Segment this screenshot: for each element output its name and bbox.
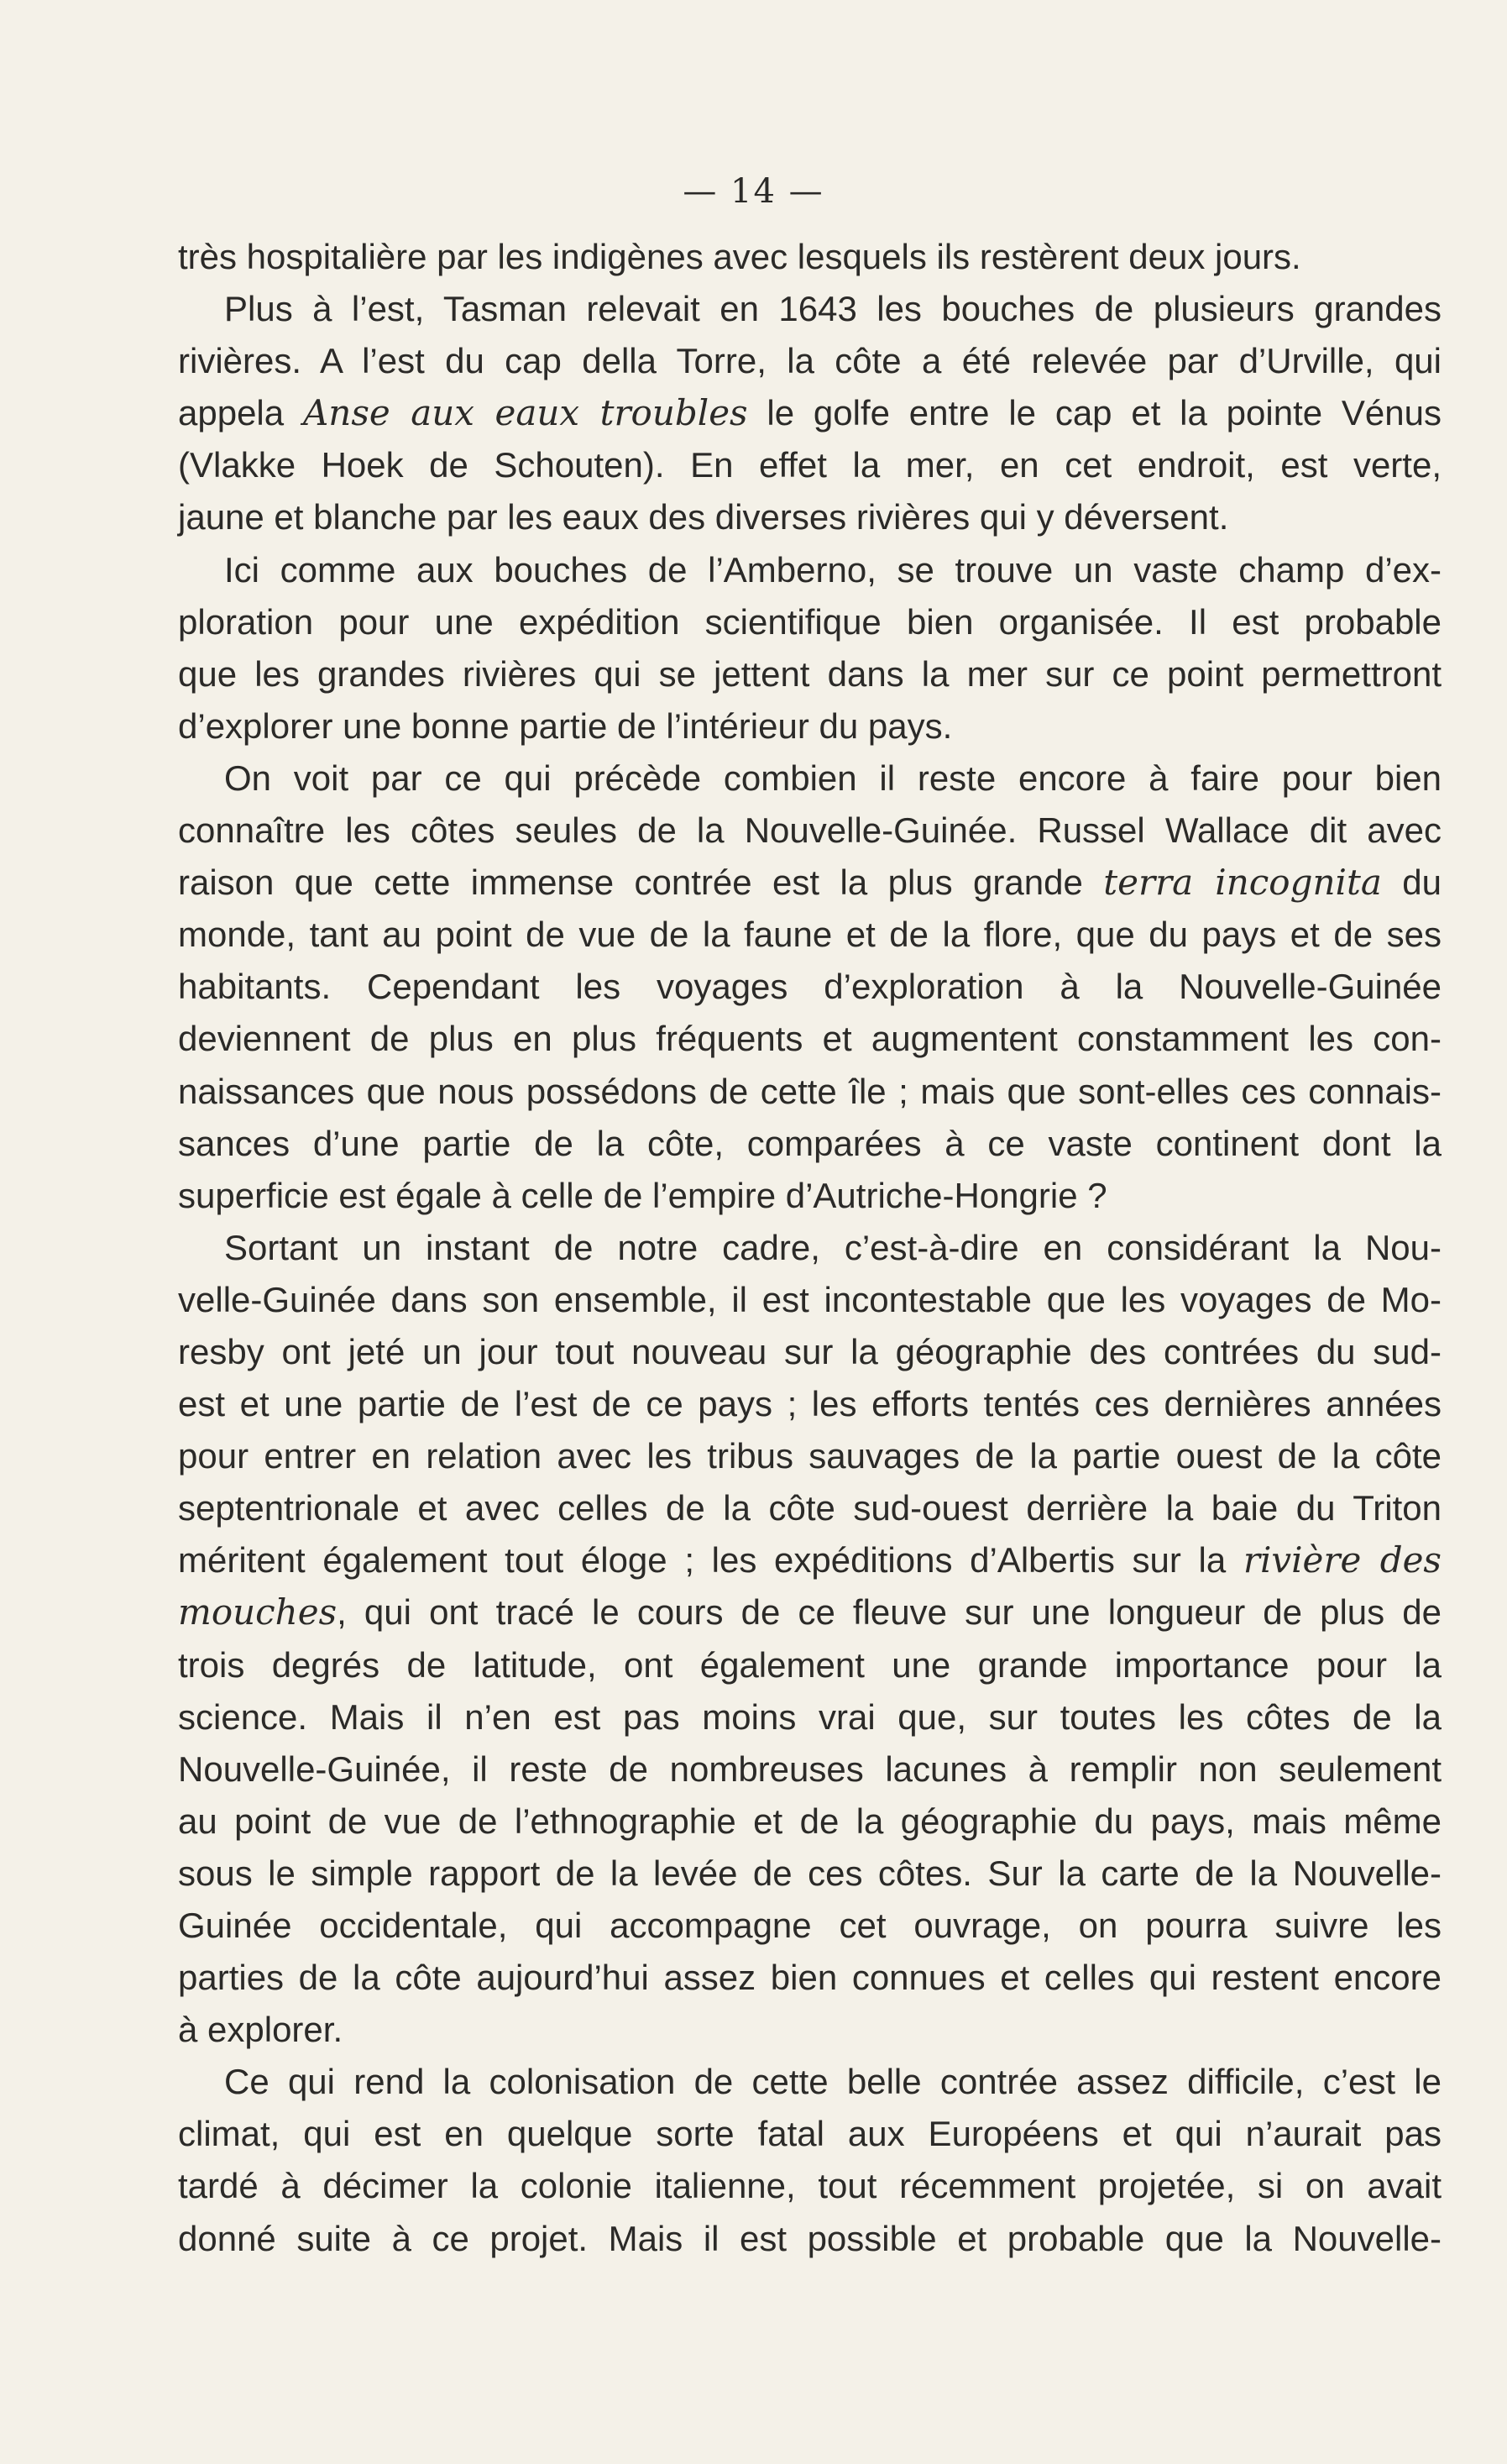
line-text: , qui ont tracé le cours de ce fleuve sur une longueur de plus de — [337, 1592, 1442, 1633]
line-text: septentrionale et avec celles de la côte sud-ouest derrière la baie du Triton — [178, 1488, 1442, 1528]
text-line — [178, 439, 1442, 491]
line-text: sances d’une partie de la côte, comparées à ce vaste continent dont la — [178, 1123, 1442, 1163]
line-text: rivières. A l’est du cap della Torre, la côte a été relevée par d’Urville, qui — [178, 341, 1442, 381]
text-line — [178, 2160, 1442, 2212]
text-line — [178, 1170, 1442, 1222]
line-text: appela — [178, 393, 303, 433]
line-text: Plus à l’est, Tasman relevait en 1643 les bouches de plusieurs grandes — [224, 289, 1442, 329]
text-line — [178, 1430, 1442, 1482]
text-line — [178, 1482, 1442, 1534]
line-text: Sortant un instant de notre cadre, c’est-à-dire en considérant la Nou- — [224, 1227, 1442, 1267]
line-text: habitants. Cependant les voyages d’exploration à la Nouvelle-Guinée — [178, 967, 1442, 1007]
line-text: trois degrés de latitude, ont également une grande importance pour la — [178, 1644, 1442, 1685]
text-line — [178, 1586, 1442, 1638]
text-line — [178, 335, 1442, 387]
line-text: ploration pour une expédition scientifique bien organisée. Il est probable — [178, 601, 1442, 642]
text-line — [178, 909, 1442, 961]
text-line — [178, 1326, 1442, 1378]
text-line — [178, 648, 1442, 700]
text-line — [178, 1013, 1442, 1065]
text-line — [178, 700, 1442, 752]
line-text: d’explorer une bonne partie de l’intérieur du pays. — [178, 705, 953, 746]
text-line — [178, 1848, 1442, 1900]
line-text: jaune et blanche par les eaux des diverses rivières qui y déversent. — [178, 497, 1229, 537]
line-text: est et une partie de l’est de ce pays ; les efforts tentés ces dernières années — [178, 1384, 1442, 1424]
line-text: monde, tant au point de vue de la faune et de la flore, que du pays et de ses — [178, 915, 1442, 955]
text-line — [178, 1118, 1442, 1170]
text-line — [178, 1900, 1442, 1952]
line-text: superficie est égale à celle de l’empire d’Autriche-Hongrie ? — [178, 1175, 1107, 1215]
line-text: très hospitalière par les indigènes avec lesquels ils restèrent deux jours. — [178, 237, 1301, 276]
text-line — [178, 1066, 1442, 1118]
text-line — [178, 544, 1442, 596]
italic-text: rivière des — [1243, 1539, 1442, 1581]
text-line — [178, 961, 1442, 1013]
line-text: du — [1381, 862, 1442, 903]
italic-text: Anse aux eaux troubles — [302, 392, 748, 434]
line-text: le golfe entre le cap et la pointe Vénus — [747, 393, 1442, 433]
text-line — [178, 752, 1442, 805]
text-line — [178, 2056, 1442, 2108]
line-text: Guinée occidentale, qui accompagne cet ouvrage, on pourra suivre les — [178, 1906, 1442, 1945]
text-line — [178, 283, 1442, 335]
page-number: — 14 — — [683, 172, 824, 211]
text-line — [178, 1743, 1442, 1796]
text-line — [178, 596, 1442, 648]
line-text: sous le simple rapport de la levée de ces côtes. Sur la carte de la Nouvelle- — [178, 1853, 1442, 1893]
line-text: climat, qui est en quelque sorte fatal aux Européens et qui n’aurait pas — [178, 2114, 1442, 2154]
text-line — [178, 2213, 1442, 2265]
text-line — [178, 491, 1442, 543]
text-line — [178, 1222, 1442, 1274]
line-text: raison que cette immense contrée est la plus grande — [178, 862, 1104, 903]
text-line — [178, 857, 1442, 909]
text-line — [178, 1534, 1442, 1586]
line-text: méritent également tout éloge ; les expéditions d’Albertis sur la — [178, 1540, 1243, 1581]
text-line — [178, 1378, 1442, 1430]
line-text: science. Mais il n’en est pas moins vrai que, sur toutes les côtes de la — [178, 1696, 1442, 1737]
line-text: Ici comme aux bouches de l’Amberno, se trouve un vaste champ d’ex- — [224, 549, 1442, 590]
line-text: tardé à décimer la colonie italienne, tout récemment projetée, si on avait — [178, 2166, 1442, 2206]
line-text: naissances que nous possédons de cette île ; mais que sont-elles ces connais- — [178, 1071, 1442, 1111]
line-text: à explorer. — [178, 2010, 343, 2050]
text-line — [178, 805, 1442, 857]
text-line — [178, 1796, 1442, 1848]
text-line — [178, 1274, 1442, 1326]
text-line — [178, 231, 1442, 283]
line-text: donné suite à ce projet. Mais il est possible et probable que la Nouvelle- — [178, 2218, 1442, 2258]
line-text: velle-Guinée dans son ensemble, il est incontestable que les voyages de Mo- — [178, 1279, 1442, 1319]
line-text: connaître les côtes seules de la Nouvelle-Guinée. Russel Wallace dit avec — [178, 810, 1442, 851]
line-text: Ce qui rend la colonisation de cette belle contrée assez difficile, c’est le — [224, 2062, 1442, 2102]
body-text — [178, 231, 1442, 2265]
line-text: Nouvelle-Guinée, il reste de nombreuses lacunes à remplir non seulement — [178, 1748, 1442, 1789]
italic-text: terra incognita — [1103, 862, 1382, 904]
text-line — [178, 1639, 1442, 1691]
line-text: deviennent de plus en plus fréquents et augmentent constamment les con- — [178, 1019, 1442, 1059]
line-text: parties de la côte aujourd’hui assez bien connues et celles qui restent encore — [178, 1958, 1442, 1998]
line-text: resby ont jeté un jour tout nouveau sur la géographie des contrées du sud- — [178, 1331, 1442, 1371]
text-line — [178, 2004, 1442, 2056]
line-text: pour entrer en relation avec les tribus sauvages de la partie ouest de la côte — [178, 1436, 1442, 1476]
line-text: que les grandes rivières qui se jettent dans la mer sur ce point permettront — [178, 653, 1442, 694]
text-line — [178, 2108, 1442, 2160]
line-text: (Vlakke Hoek de Schouten). En effet la mer, en cet endroit, est verte, — [178, 445, 1442, 485]
text-line — [178, 1691, 1442, 1743]
text-line — [178, 387, 1442, 439]
line-text: On voit par ce qui précède combien il reste encore à faire pour bien — [224, 758, 1442, 798]
line-text: au point de vue de l’ethnographie et de la géographie du pays, mais même — [178, 1801, 1442, 1841]
text-line — [178, 1952, 1442, 2004]
italic-text: mouches — [178, 1591, 338, 1633]
